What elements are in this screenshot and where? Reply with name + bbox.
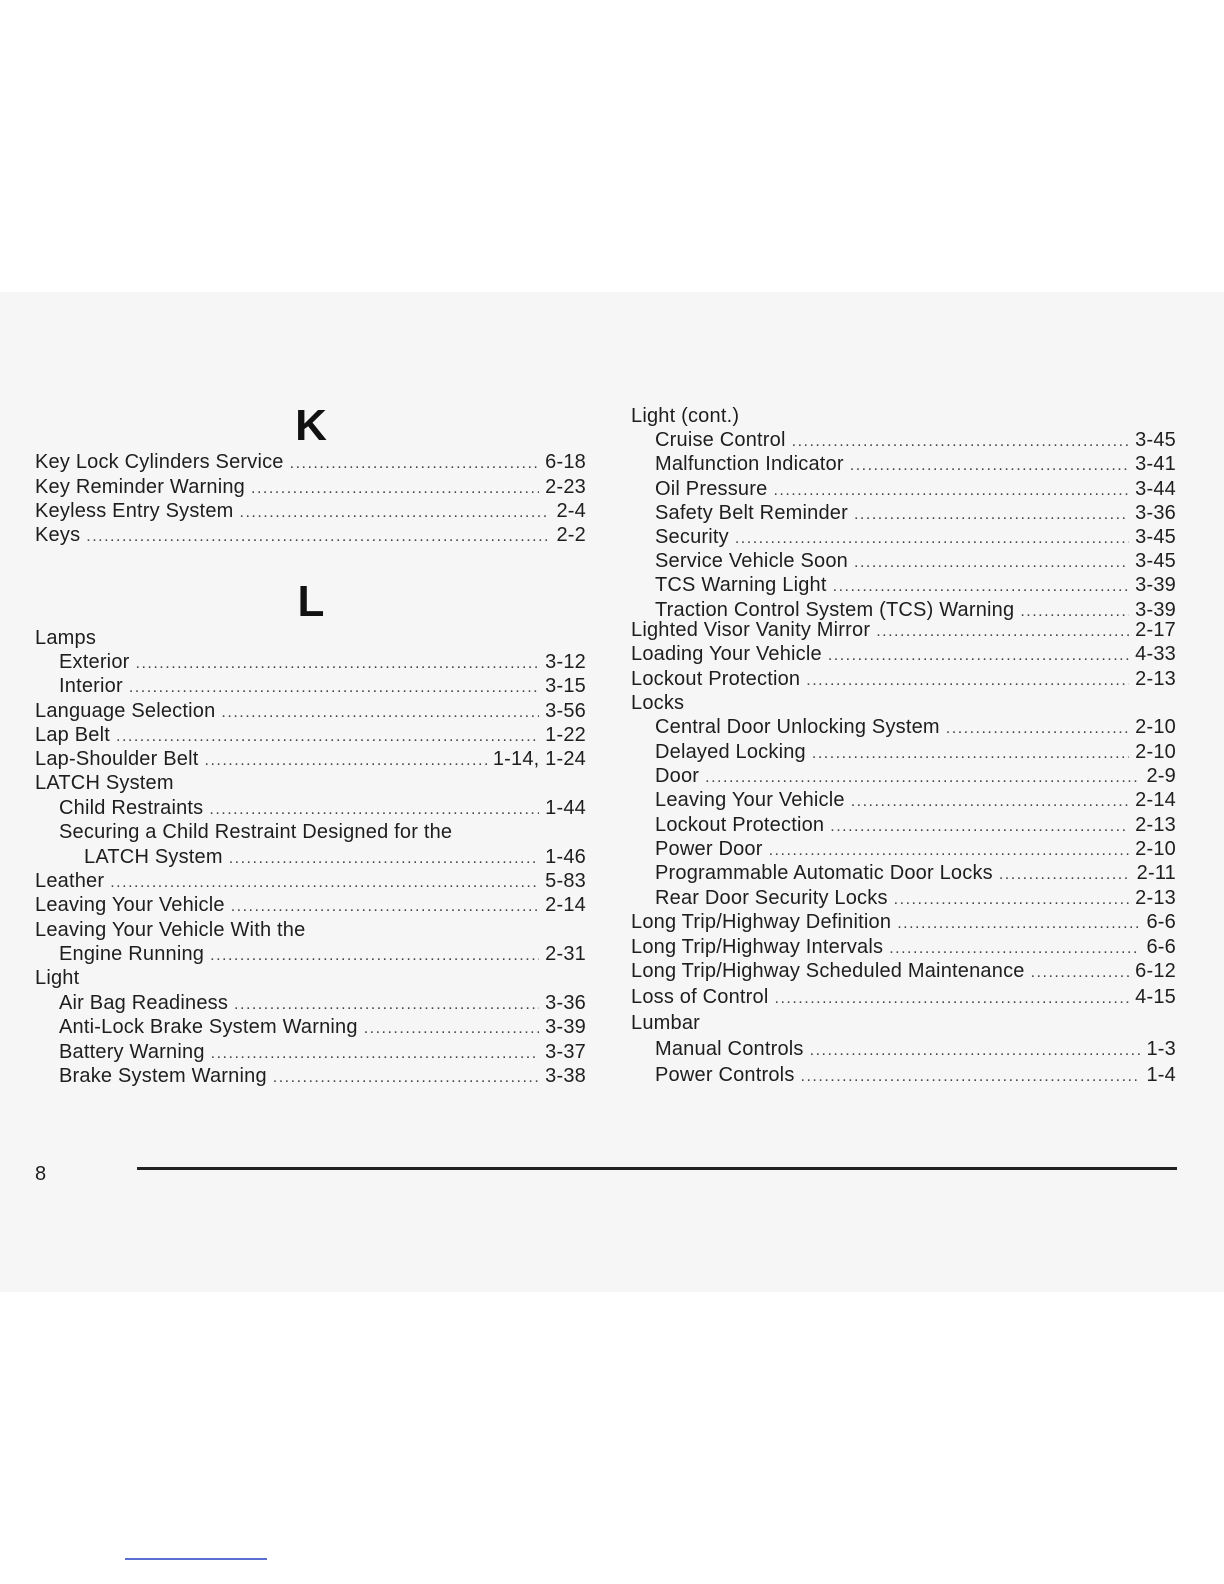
index-entry [35,475,586,501]
index-subentry [59,991,586,1017]
dot-leader [894,888,1129,912]
dot-leader [773,479,1129,503]
entry-page: 3-56 [545,700,586,722]
entry-page: 6-6 [1146,936,1176,958]
dot-leader [801,1065,1141,1089]
entry-label: Engine Running [59,943,205,965]
entry-label: Loss of Control [631,986,769,1008]
entry-page: 5-83 [545,870,586,892]
entry-page: 3-45 [1135,429,1176,451]
dot-leader [810,1039,1141,1063]
entry-label: Leaving Your Vehicle [655,789,845,811]
entry-label: Air Bag Readiness [59,992,229,1014]
dot-leader [136,652,540,676]
entry-label: Malfunction Indicator [655,453,844,475]
entry-label: Lumbar [631,1012,701,1034]
entry-label: Lamps [35,627,97,649]
entry-page: 2-23 [545,476,586,498]
entry-label: Long Trip/Highway Scheduled Maintenance [631,960,1025,982]
entry-page: 6-18 [545,451,586,473]
index-heading [631,1011,1176,1035]
index-entry [631,959,1176,985]
dot-leader [86,525,550,549]
dot-leader [209,798,539,822]
dot-leader [240,501,551,525]
index-subentry [655,1037,1176,1063]
dot-leader [231,895,539,919]
entry-page: 2-31 [545,943,586,965]
index-subentry [655,764,1176,790]
entry-label: Delayed Locking [655,741,806,763]
dot-leader [775,987,1130,1011]
entry-label: LATCH System [35,772,174,794]
index-subentry [655,837,1176,863]
index-entry [631,618,1176,644]
index-subentry [655,861,1176,887]
dot-leader [851,790,1129,814]
dot-leader [828,644,1129,668]
entry-label: Traction Control System (TCS) Warning [655,599,1015,621]
entry-label: Service Vehicle Soon [655,550,849,572]
entry-label: Rear Door Security Locks [655,887,888,909]
entry-page: 1-22 [545,724,586,746]
index-subentry [655,573,1176,599]
entry-page: 1-14, 1-24 [492,748,586,770]
entry-label: Light (cont.) [631,405,740,427]
entry-page: 6-12 [1135,960,1176,982]
entry-label: Light [35,967,80,989]
entry-label: Oil Pressure [655,478,768,500]
entry-label: Cruise Control [655,429,786,451]
entry-label: Locks [631,692,685,714]
entry-page: 3-45 [1135,550,1176,572]
dot-leader [999,863,1131,887]
entry-page: 2-14 [1135,789,1176,811]
dot-leader [251,477,539,501]
dot-leader [854,503,1129,527]
bottom-underline [125,1558,267,1560]
index-entry [35,893,586,919]
index-subentry [59,1015,586,1041]
entry-label: Anti-Lock Brake System Warning [59,1016,358,1038]
dot-leader [229,847,539,871]
index-subentry [59,650,586,676]
dot-leader [129,676,539,700]
entry-label: Lockout Protection [631,668,801,690]
entry-label: Interior [59,675,123,697]
entry-page: 2-10 [1135,741,1176,763]
index-entry [631,642,1176,668]
entry-label: Exterior [59,651,130,673]
dot-leader [110,871,539,895]
entry-label: Safety Belt Reminder [655,502,848,524]
entry-page: 1-4 [1146,1064,1176,1086]
entry-page: 2-10 [1135,838,1176,860]
entry-label: Key Lock Cylinders Service [35,451,284,473]
index-subentry [655,788,1176,814]
index-subentry [59,1040,586,1066]
entry-label: Power Controls [655,1064,795,1086]
index-subentry [655,886,1176,912]
dot-leader [234,993,539,1017]
page-number: 8 [35,1163,47,1185]
index-entry [631,985,1176,1011]
entry-label: Lap-Shoulder Belt [35,748,199,770]
entry-label: Lap Belt [35,724,110,746]
dot-leader [889,937,1140,961]
footer-rule [137,1167,1177,1170]
index-entry [35,523,586,549]
entry-label: Leaving Your Vehicle With the [35,919,306,941]
index-subentry [655,525,1176,551]
index-subentry [655,813,1176,839]
index-heading [35,918,586,942]
index-subentry [655,549,1176,575]
dot-leader [735,527,1129,551]
index-entry [631,935,1176,961]
dot-leader [205,749,487,773]
index-subentry [655,452,1176,478]
index-entry [35,723,586,749]
index-entry [35,450,586,476]
dot-leader [221,701,539,725]
index-heading [631,404,1176,428]
entry-label: Securing a Child Restraint Designed for the [59,821,453,843]
dot-leader [850,454,1129,478]
dot-leader [116,725,539,749]
entry-page: 3-39 [545,1016,586,1038]
dot-leader [211,1042,540,1066]
entry-page: 3-39 [1135,599,1176,621]
dot-leader [833,575,1130,599]
dot-leader [364,1017,539,1041]
dot-leader [210,944,539,968]
entry-label: Battery Warning [59,1041,205,1063]
dot-leader [290,452,540,476]
dot-leader [1031,961,1130,985]
entry-page: 3-44 [1135,478,1176,500]
index-subentry [655,428,1176,454]
entry-page: 2-13 [1135,814,1176,836]
section-letter-l: L [297,577,325,626]
section-letter-k: K [295,401,327,450]
entry-page: 4-15 [1135,986,1176,1008]
index-heading [35,966,586,990]
entry-label: Central Door Unlocking System [655,716,940,738]
entry-label: TCS Warning Light [655,574,827,596]
entry-label: Lockout Protection [655,814,825,836]
index-heading [35,771,586,795]
dot-leader [830,815,1129,839]
entry-label: Power Door [655,838,763,860]
entry-label: Leaving Your Vehicle [35,894,225,916]
dot-leader [806,669,1129,693]
entry-page: 4-33 [1135,643,1176,665]
dot-leader [946,717,1129,741]
index-subentry [59,674,586,700]
entry-page: 3-36 [545,992,586,1014]
entry-page: 3-12 [545,651,586,673]
entry-page: 3-41 [1135,453,1176,475]
dot-leader [876,620,1129,644]
entry-label: Security [655,526,729,548]
entry-page: 2-14 [545,894,586,916]
entry-label: LATCH System [84,846,223,868]
entry-page: 6-6 [1146,911,1176,933]
dot-leader [705,766,1140,790]
entry-page: 3-36 [1135,502,1176,524]
entry-page: 2-13 [1135,668,1176,690]
index-subentry [59,796,586,822]
entry-page: 2-10 [1135,716,1176,738]
index-subentry [84,845,586,871]
entry-page: 3-37 [545,1041,586,1063]
dot-leader [769,839,1130,863]
index-subentry [655,501,1176,527]
entry-label: Language Selection [35,700,216,722]
index-subentry [655,477,1176,503]
index-heading [35,626,586,650]
entry-label: Manual Controls [655,1038,804,1060]
entry-page: 1-46 [545,846,586,868]
entry-page: 2-17 [1135,619,1176,641]
entry-label: Brake System Warning [59,1065,267,1087]
index-heading [631,691,1176,715]
entry-page: 3-38 [545,1065,586,1087]
entry-label: Key Reminder Warning [35,476,246,498]
entry-page: 2-9 [1146,765,1176,787]
index-subentry [59,942,586,968]
dot-leader [812,742,1129,766]
entry-page: 1-44 [545,797,586,819]
index-entry [35,747,586,773]
entry-page: 3-39 [1135,574,1176,596]
entry-page: 2-2 [556,524,586,546]
entry-label: Keyless Entry System [35,500,234,522]
entry-page: 2-4 [556,500,586,522]
entry-page: 2-13 [1135,887,1176,909]
index-subentry [59,1064,586,1090]
entry-label: Door [655,765,700,787]
dot-leader [273,1066,539,1090]
dot-leader [854,551,1129,575]
index-subentry [655,740,1176,766]
entry-label: Leather [35,870,105,892]
index-entry [35,869,586,895]
dot-leader [897,912,1140,936]
entry-page: 3-15 [545,675,586,697]
entry-label: Loading Your Vehicle [631,643,822,665]
entry-page: 3-45 [1135,526,1176,548]
entry-label: Child Restraints [59,797,204,819]
entry-page: 1-3 [1146,1038,1176,1060]
index-subentry [59,820,586,844]
entry-label: Lighted Visor Vanity Mirror [631,619,871,641]
index-entry [35,499,586,525]
index-entry [631,667,1176,693]
index-entry [631,910,1176,936]
index-subentry [655,715,1176,741]
entry-page: 2-11 [1136,862,1176,884]
index-entry [35,699,586,725]
entry-label: Long Trip/Highway Intervals [631,936,884,958]
entry-label: Keys [35,524,81,546]
index-subentry [655,1063,1176,1089]
entry-label: Long Trip/Highway Definition [631,911,892,933]
entry-label: Programmable Automatic Door Locks [655,862,993,884]
dot-leader [792,430,1130,454]
